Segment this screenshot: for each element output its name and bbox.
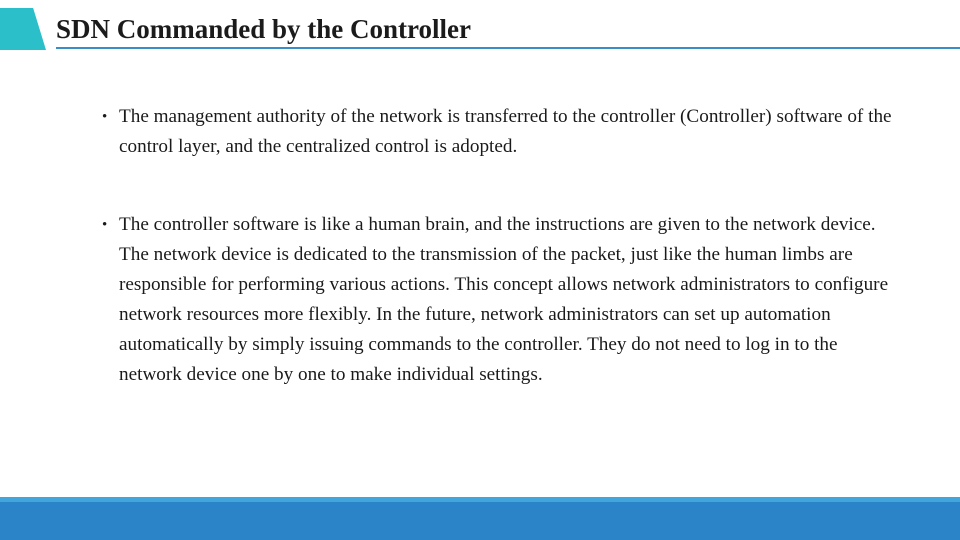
title-underline [56,47,960,49]
bullet-item [100,210,900,390]
bullet-marker: • [102,109,108,125]
bullet-marker: • [102,217,108,233]
bullet-text: The management authority of the network is transferred to the controller (Controller) software of the control layer, and the centralized control is adopted. [119,106,892,157]
bullet-text: The controller software is like a human brain, and the instructions are given to the network device. The network device is dedicated to the transmission of the packet, just like the human limbs are responsible for performing various actions. This concept allows network administrators to configure network resources more flexibly. In the future, network administrators can set up automation automatically by simply issuing commands to the controller. They do not need to log in to the network device one by one to make individual settings. [119,214,889,385]
footer-bar [0,502,960,540]
bullet-item [100,102,900,162]
slide-body [100,102,900,390]
title-accent-shape [0,8,46,50]
slide-title: SDN Commanded by the Controller [56,14,472,44]
